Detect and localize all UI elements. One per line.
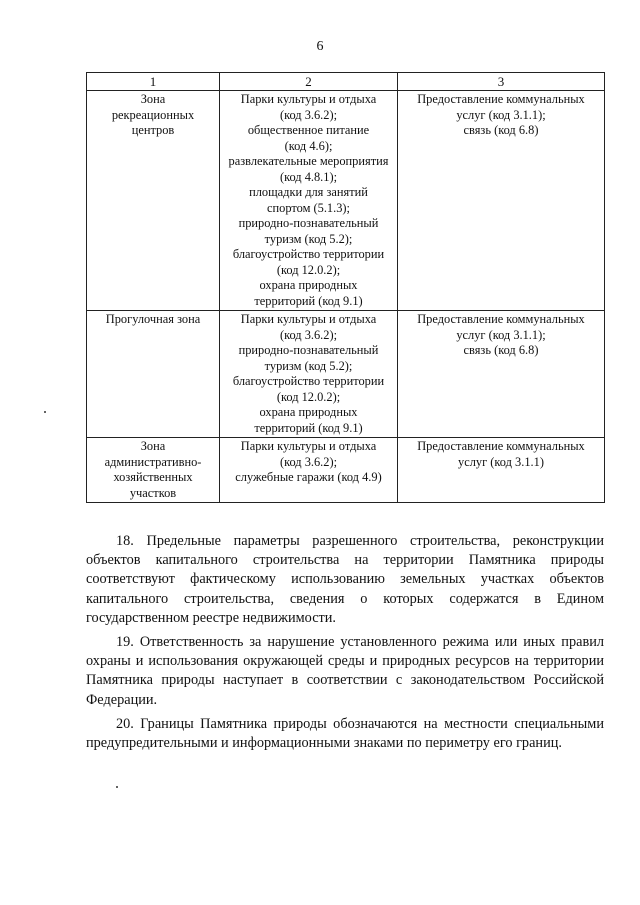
- paragraph-19: 19. Ответственность за нарушение установленного режима или иных правил охраны и использования окружающей среды и природных ресурсов на территории Памятника природы наступает в соответствии с законодательством Российской Федерации.: [86, 634, 604, 708]
- auxiliary-uses-cell: [398, 91, 605, 311]
- land-use-table: [86, 72, 605, 503]
- zone-name: [87, 91, 220, 311]
- zone-name-text: Зона рекреационных центров: [111, 92, 195, 137]
- main-uses-cell: [220, 91, 398, 311]
- paragraph-20: 20. Границы Памятника природы обозначаются на местности специальными предупредительными и информационными знаками по периметру его границ.: [86, 715, 604, 752]
- use-item: Предоставление коммунальных услуг (код 3.1.1);: [417, 312, 585, 342]
- scan-speck: [116, 786, 118, 788]
- scan-speck: [44, 411, 46, 413]
- table-header-row: [87, 73, 605, 91]
- use-item: благоустройство территории (код 12.0.2);: [232, 247, 385, 277]
- use-item: охрана природных территорий (код 9.1): [254, 278, 363, 308]
- paragraph-18: 18. Предельные параметры разрешенного строительства, реконструкции объектов капитального строительства на территории Памятника природы соответствуют фактическому использованию земельных участках объектов капитального строительства, сведения о которых содержатся в Едином государственном реестре недвижимости.: [86, 533, 604, 626]
- use-item: природно-познавательный туризм (код 5.2);: [238, 343, 379, 373]
- use-item: площадки для занятий спортом (5.1.3);: [249, 185, 368, 215]
- page-number: 6: [316, 39, 324, 54]
- zone-name-text: Прогулочная зона: [105, 312, 201, 326]
- table-row: [87, 311, 605, 438]
- zone-name: [87, 311, 220, 438]
- zone-name-text: Зона административно-хозяйственных участков: [104, 439, 202, 500]
- use-item: Предоставление коммунальных услуг (код 3.1.1): [417, 439, 585, 469]
- column-header-2: 2: [220, 73, 398, 91]
- use-item: Парки культуры и отдыха (код 3.6.2);: [240, 92, 377, 122]
- use-item: связь (код 6.8): [463, 123, 539, 137]
- auxiliary-uses-cell: [398, 311, 605, 438]
- zone-name: [87, 438, 220, 503]
- main-uses-cell: [220, 311, 398, 438]
- table-row: [87, 91, 605, 311]
- use-item: служебные гаражи (код 4.9): [235, 470, 382, 484]
- auxiliary-uses-cell: [398, 438, 605, 503]
- use-item: природно-познавательный туризм (код 5.2);: [238, 216, 379, 246]
- use-item: связь (код 6.8): [463, 343, 539, 357]
- use-item: Парки культуры и отдыха (код 3.6.2);: [240, 439, 377, 469]
- column-header-3: 3: [398, 73, 605, 91]
- main-uses-cell: [220, 438, 398, 503]
- use-item: охрана природных территорий (код 9.1): [254, 405, 363, 435]
- use-item: Парки культуры и отдыха (код 3.6.2);: [240, 312, 377, 342]
- use-item: Предоставление коммунальных услуг (код 3.1.1);: [417, 92, 585, 122]
- use-item: общественное питание (код 4.6);: [247, 123, 370, 153]
- body-text: [86, 532, 604, 753]
- use-item: развлекательные мероприятия (код 4.8.1);: [228, 154, 389, 184]
- table-row: [87, 438, 605, 503]
- column-header-1: 1: [87, 73, 220, 91]
- use-item: благоустройство территории (код 12.0.2);: [232, 374, 385, 404]
